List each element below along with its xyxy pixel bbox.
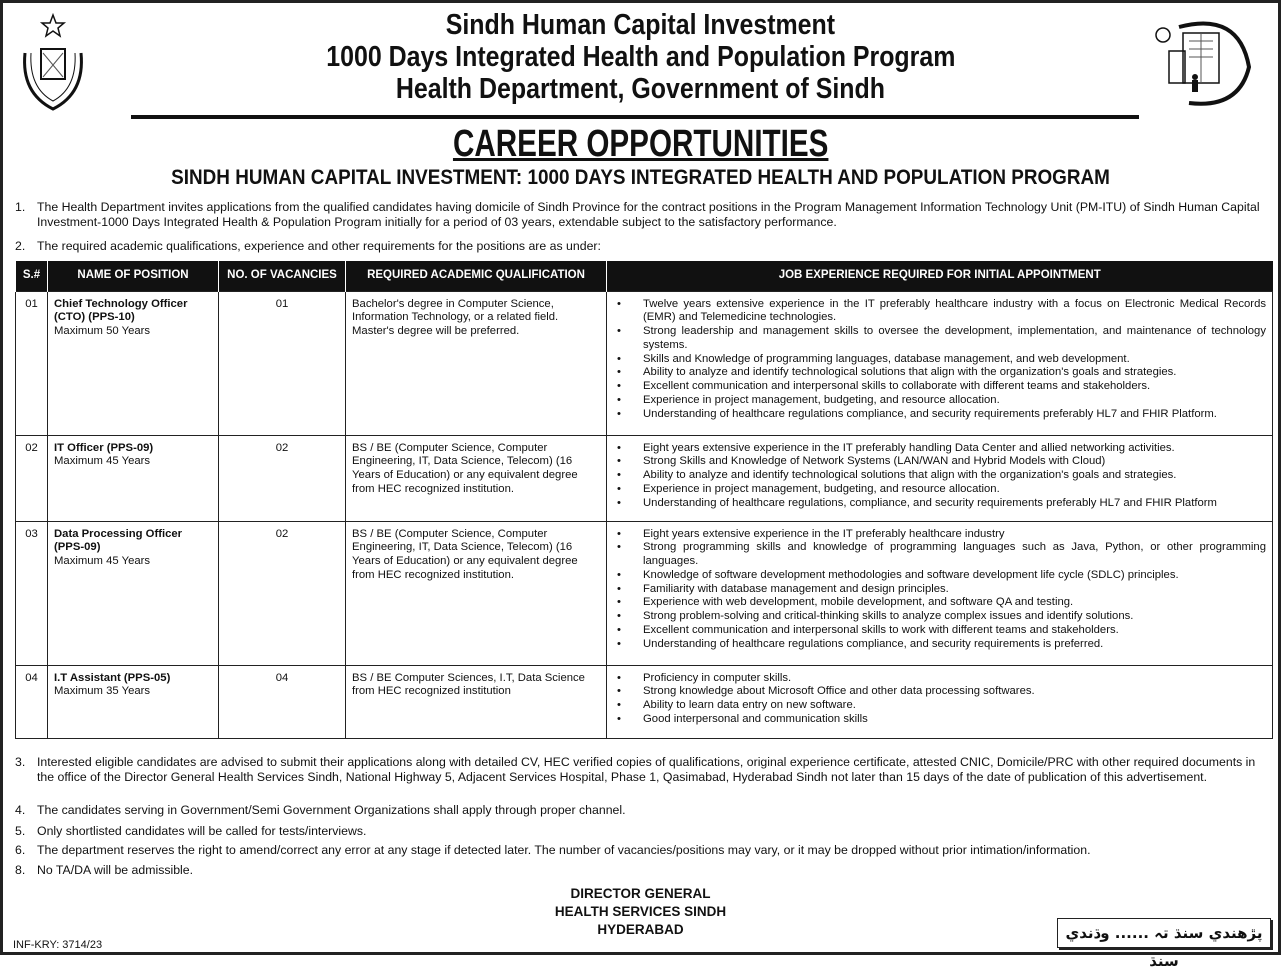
qualification-cell: BS / BE (Computer Science, Computer Engineering, IT, Data Science, Telecom) (16 Years of Education) or any equivalent degree from HEC recognized institution.	[346, 521, 607, 665]
table-row	[16, 435, 1273, 521]
experience-item: • Knowledge of software development methodologies and software development life cycle (SDLC) principles.	[613, 569, 1266, 583]
position-name: IT Officer (PPS-09)	[54, 441, 154, 454]
experience-item: • Ability to learn data entry on new software.	[613, 699, 1266, 713]
experience-item: • Strong problem-solving and critical-thinking skills to analyze complex issues and identify solutions.	[613, 610, 1266, 624]
item-number: 3.	[15, 755, 26, 769]
position-cell	[48, 291, 219, 435]
experience-cell	[607, 665, 1273, 738]
qualification-cell: BS / BE Computer Sciences, I.T, Data Science from HEC recognized institution	[346, 665, 607, 738]
program-subheading: SINDH HUMAN CAPITAL INVESTMENT: 1000 DAYS INTEGRATED HEALTH AND POPULATION PROGRAM	[171, 166, 1110, 189]
vacancies-cell: 02	[219, 435, 346, 521]
experience-item: • Eight years extensive experience in the IT preferably healthcare industry	[613, 528, 1266, 542]
experience-item: • Strong programming skills and knowledge of programming languages such as Java, Python, or other programming languages.	[613, 541, 1266, 569]
vacancies-cell: 02	[219, 521, 346, 665]
sindhi-slogan: پڙهندي سنڌ تہ ...... وڌندي سنڌ	[1057, 918, 1271, 948]
item-number: 2.	[15, 239, 26, 253]
age-limit: Maximum 50 Years	[54, 325, 151, 338]
header-line-1: Sindh Human Capital Investment	[445, 9, 836, 41]
vacancies-cell: 01	[219, 291, 346, 435]
item-number: 6.	[15, 843, 26, 857]
column-header: REQUIRED ACADEMIC QUALIFICATION	[346, 261, 607, 291]
header-line-3: Health Department, Government of Sindh	[395, 73, 886, 105]
experience-item: • Experience in project management, budgeting, and resource allocation.	[613, 394, 1266, 408]
reference-number: INF-KRY: 3714/23	[13, 939, 103, 951]
experience-item: • Proficiency in computer skills.	[613, 672, 1266, 686]
item-text: The department reserves the right to amend/correct any error at any stage if detected later. The number of vacancies/positions may vary, or it may be dropped without prior intimation/information.	[37, 843, 1091, 857]
qualification-cell: BS / BE (Computer Science, Computer Engineering, IT, Data Science, Telecom) (16 Years of Education) or any equivalent degree from HEC recognized institution.	[346, 435, 607, 521]
serial-cell: 04	[16, 665, 48, 738]
experience-item: • Strong knowledge about Microsoft Office and other data processing softwares.	[613, 685, 1266, 699]
position-name: I.T Assistant (PPS-05)	[54, 671, 171, 684]
experience-item: • Ability to analyze and identify technological solutions that align with the organization's goals and strategies.	[613, 366, 1266, 380]
program-logo-icon	[1149, 17, 1257, 111]
table-header-row	[16, 261, 1273, 291]
column-header: JOB EXPERIENCE REQUIRED FOR INITIAL APPOINTMENT	[607, 261, 1273, 291]
position-name: Data Processing Officer (PPS-09)	[54, 527, 183, 554]
column-header: NO. OF VACANCIES	[219, 261, 346, 291]
item-text: The Health Department invites applications from the qualified candidates having domicile of Sindh Province for the contract positions in the Program Management Information Technology Unit (PM-ITU) of Sindh Human Capital Investment-1000 Days Integrated Health & Population Program initially for a period of 03 years, extendable subject to the satisfactory performance.	[37, 200, 1260, 229]
intro-item	[15, 200, 1268, 230]
position-cell	[48, 435, 219, 521]
item-text: The required academic qualifications, experience and other requirements for the positions are as under:	[37, 239, 601, 253]
position-cell	[48, 665, 219, 738]
experience-cell	[607, 521, 1273, 665]
signature-line: HEALTH SERVICES SINDH	[554, 904, 727, 919]
intro-item	[15, 239, 1268, 254]
serial-cell: 01	[16, 291, 48, 435]
item-text: The candidates serving in Government/Semi Government Organizations shall apply through proper channel.	[37, 803, 626, 817]
table-row	[16, 521, 1273, 665]
age-limit: Maximum 35 Years	[54, 685, 151, 698]
experience-item: • Eight years extensive experience in the IT preferably handling Data Center and allied networking activities.	[613, 442, 1266, 456]
experience-item: • Understanding of healthcare regulations compliance, and security requirements is preferred.	[613, 638, 1266, 652]
item-number: 5.	[15, 824, 26, 838]
item-number: 4.	[15, 803, 26, 817]
header-divider	[131, 115, 1139, 119]
experience-item: • Skills and Knowledge of programming languages, database management, and web development.	[613, 353, 1266, 367]
header-line-2: 1000 Days Integrated Health and Population Program	[325, 41, 956, 73]
experience-item: • Strong Skills and Knowledge of Network Systems (LAN/WAN and Hybrid Models with Cloud)	[613, 455, 1266, 469]
serial-cell: 03	[16, 521, 48, 665]
experience-item: • Excellent communication and interpersonal skills to collaborate with different teams and stakeholders.	[613, 380, 1266, 394]
note-item	[15, 863, 1268, 878]
qualification-cell: Bachelor's degree in Computer Science, Information Technology, or a related field. Master's degree will be preferred.	[346, 291, 607, 435]
note-item	[15, 803, 1268, 818]
item-text: No TA/DA will be admissible.	[37, 863, 194, 877]
experience-item: • Ability to analyze and identify technological solutions that align with the organization's goals and strategies.	[613, 469, 1266, 483]
note-item	[15, 824, 1268, 839]
experience-item: • Familiarity with database management and design principles.	[613, 583, 1266, 597]
experience-item: • Understanding of healthcare regulations compliance, and security requirements preferably HL7 and FHIR Platform.	[613, 408, 1266, 422]
note-item	[15, 843, 1268, 858]
item-number: 1.	[15, 200, 26, 214]
item-text: Interested eligible candidates are advised to submit their applications along with detailed CV, HEC verified copies of qualifications, original experience certificate, attested CNIC, Domicile/PRC with other required documents in the office of the Director General Health Services Sindh, National Highway 5, Adjacent Services Hospital, Phase 1, Qasimabad, Hyderabad Sindh not later than 15 days of the date of publication of this advertisement.	[37, 755, 1256, 784]
experience-item: • Experience with web development, mobile development, and software QA and testing.	[613, 596, 1266, 610]
header-titles	[3, 9, 1278, 105]
column-header: NAME OF POSITION	[48, 261, 219, 291]
career-heading: CAREER OPPORTUNITIES	[452, 123, 829, 165]
table-row	[16, 291, 1273, 435]
experience-item: • Excellent communication and interpersonal skills to work with different teams and stakeholders.	[613, 624, 1266, 638]
experience-item: • Good interpersonal and communication skills	[613, 713, 1266, 727]
experience-cell	[607, 291, 1273, 435]
item-number: 8.	[15, 863, 26, 877]
position-name: Chief Technology Officer (CTO) (PPS-10)	[54, 297, 188, 324]
experience-cell	[607, 435, 1273, 521]
vacancies-cell: 04	[219, 665, 346, 738]
experience-item: • Understanding of healthcare regulations, compliance, and security requirements preferably HL7 and FHIR Platform	[613, 497, 1266, 511]
age-limit: Maximum 45 Years	[54, 555, 151, 568]
signature-line: HYDERABAD	[597, 922, 684, 937]
serial-cell: 02	[16, 435, 48, 521]
experience-item: • Twelve years extensive experience in the IT preferably healthcare industry with a focus on Electronic Medical Records (EMR) and Telemedicine technologies.	[613, 298, 1266, 326]
age-limit: Maximum 45 Years	[54, 455, 151, 468]
position-cell	[48, 521, 219, 665]
note-item	[15, 755, 1268, 785]
experience-item: • Strong leadership and management skills to oversee the development, implementation, and maintenance of technology systems.	[613, 325, 1266, 353]
item-text: Only shortlisted candidates will be called for tests/interviews.	[37, 824, 367, 838]
column-header: S.#	[16, 261, 48, 291]
experience-item: • Experience in project management, budgeting, and resource allocation.	[613, 483, 1266, 497]
positions-table	[15, 261, 1273, 739]
table-row	[16, 665, 1273, 738]
signature-line: DIRECTOR GENERAL	[570, 886, 711, 901]
